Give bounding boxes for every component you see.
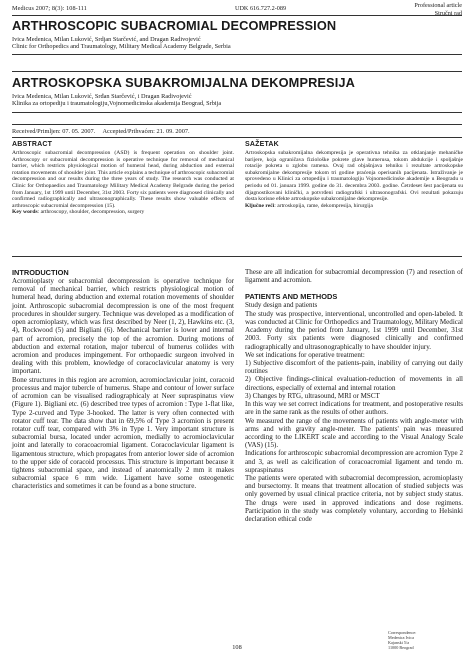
article-type-en: Professional article (414, 2, 462, 9)
received-date: Received/Primljen: 07. 05. 2007. (12, 128, 96, 135)
divider-6 (12, 256, 462, 257)
indication-paragraph: These are all indication for subacromial decompression (7) and resection of ligament and acromion. (245, 268, 463, 285)
sazetak-text: Artroskopska subakromijalna dekompresija je operativna tehnika za otklanjanje mehaničke barijere, koja ograničava fiziološke pokrete glave humerusa, tokom abdukcije i spoljašnje rotacije pokreta u zglobu ramena. Ovaj rad objašnjava tehniku i rezultate artroskopske subakromijalne dekompresije tokom tri godine praćenja operisanih pacijenata. Istraživanje je sprovedeno u Klinici za ortopediju i traumatologiju Vojnomedicinske akademije u Beogradu u periodu od 01. januara 1999. godine do 31. decembra 2003. godine. Četrdeset šest pacijenata su dijagnostikovani klinički, a potvrđeni radiografski i ultrasonografski. Ovi rezultati pokazuju dosta korisne efekte artroskopske subakromijalne dekompresije. (245, 150, 463, 203)
dates (12, 128, 196, 135)
divider-3 (12, 112, 462, 113)
sazetak-heading: SAŽETAK (245, 141, 279, 148)
kljucne-reci-label: Ključne reči (245, 202, 275, 209)
title-en: ARTHROSCOPIC SUBACROMIAL DECOMPRESSION (12, 18, 337, 33)
abstract-heading: ABSTRACT (12, 141, 53, 148)
introduction-heading: INTRODUCTION (12, 268, 69, 277)
sazetak-keywords (245, 203, 463, 210)
article-type-sr: Stručni rad (434, 9, 462, 17)
indications-paragraph: Indications for arthroscopic subacromial decompression are acromion Type 2 and 3, as well as calcification of coracoacromial ligament and tendo m. supraspinatus (245, 449, 463, 474)
body-right-column (245, 268, 463, 523)
page-number: 108 (232, 644, 242, 651)
correspondence-name: Medenica Ivica (388, 635, 414, 640)
criteria-intro: We set indications for operative treatment: (245, 350, 365, 359)
criterion-1: 1) Subjective discomfort of the patients-pain, inability of carrying out daily routines (245, 358, 463, 376)
follow-paragraph: In this way we set correct indications for treatment, and postoperative results are in the same rank as the results of other authors. (245, 400, 463, 417)
sazetak (245, 141, 463, 209)
abstract-text: Arthroscopic subacromial decompression (ASD) is frequent operation on shoulder joint. Arthroscopy or subacromial decompression is operative technique for removal of mechanical barrier, which restricts physiological motion of humeral head, during abduction and external rotation movements of shoulder joint. This article explains a technique of arthroscopic subacromial decompression and our results during the three years of study. The research was conducted at Clinic for Orthopaedics and Traumatology Military Medical Academy Belgrade during the period from January, 1st 1999 until December, 31st 2003. Forty six patients were diagnosed clinically and confirmed radiographically and ultrasonographically. These results show valuable effects of arthroscopic subacromial decompression (15). (12, 150, 234, 209)
methods-heading: PATIENTS AND METHODS (245, 292, 338, 302)
keywords-values: : arthroscopy, shoulder, decompression, surgery (37, 209, 145, 216)
affiliation-en: Clinic for Orthopedics and Traumatology, Military Medical Academy Belgrade, Serbia (12, 43, 231, 51)
surgery-paragraph: The patients were operated with subacromial decompression, acromioplasty and bursectomy. It means that treatment allocation of studied subjects was only governed by usual clinical practice criteria, not by subject study status. The drugs were used in approved indications and dose regimens. Participation in the study was completely voluntary, according to Helsinki declaration ethical code (245, 474, 463, 524)
abstract-keywords (12, 209, 234, 216)
divider-1 (12, 54, 462, 55)
authors-en: Ivica Medenica, Milan Luković, Srdjan Starčević, and Dragan Radivojević (12, 36, 201, 43)
correspondence-street: Kajanski 5/a (388, 640, 410, 645)
correspondence-label: Correspondence: (388, 630, 417, 635)
criterion-2: 2) Objective findings-clinical evaluation-reduction of movements in all directions, especially of external and internal rotation (245, 375, 463, 392)
correspondence-city: 11000 Beograd (388, 645, 414, 650)
journal-citation: Medicus 2007; 8(3): 108-111 (12, 5, 87, 12)
affiliation-sr: Klinika za ortopediju i traumatologiju,Vojnomedicinska akademija Beograd, Srbija (12, 100, 222, 108)
abstract (12, 141, 234, 216)
measurement-paragraph: We measured the range of the movements of patients with angle-meter with arms and with gravity angle-meter. The patients' pain was measured according to the LIKERT scale and according to the Visual Analogy Scale (VAS) (15). (245, 416, 463, 450)
header-rule (12, 15, 462, 16)
study-design-subheading: Study design and patients (245, 301, 318, 310)
authors-sr: Ivica Medenica, Milan Luković, Srđan Starčević, i Dragan Radivojević (12, 93, 192, 100)
spacer (245, 284, 463, 292)
title-sr: ARTROSKOPSKA SUBAKROMIJALNA DEKOMPRESIJA (12, 75, 355, 90)
criterion-3: 3) Changes by RTG, ultrasound, MRI or MSCT (245, 391, 380, 400)
divider-4 (12, 124, 462, 125)
divider-2 (12, 71, 462, 72)
intro-paragraph-2: Bone structures in this region are acromion, acromioclavicular joint, coracoid processus and major tubercle of humerus. Shape and contour of lower surface of acromion can be visualised radiographicaly at Neer supraspinatus view (Figure 1). Bigliani etc. (6) described tree types of acromion : Type 1-flat like, Type 2-curved and Type 3-hooked. The latter is very often connected with rotator cuff tear. The data show that in 69,5% of Type 3 acromion is present rotator cuff tear, compared with 3% in Type 1. Very important structure is subacromial bursa, located under acromion, medially to acromioclavicular joint and laterally to coracoacromial ligament. Coracoclavicular ligament is ligamentous structure, which propagates from anterior lower side of acromion to the upper side of coracoid processus. This structure is important because it tightens subacromial space, and instead of anatomically 2 mm it makes subacromial space 6 mm wide. Ligament have some osteogenetic characteristics and sometimes it can be found as a bone structure. (12, 375, 234, 491)
intro-paragraph-1: Acromioplasty or subacromial decompression is operative technique for removal of mechanical barrier, which restricts physiological motion of humeral head, during abduction and external rotation movements of shoulder joint. Arthroscopic subacromial decompression is one of the most frequent procedures in shoulder surgery. Technique was developed as a modification of open acromioplasty, which was first described by Neer (1, 2), Hawkins etc. (3, 4), Rockwood (5) and Bigliani (6). Mechanical barrier is lower and internal part of acromion, precisely the top of the acromion. During motions of abduction and external rotation, major tubercul of humerus coliides with acromion and produces impingement. For orthopaedic surgeon involved in dealing with this problem, knowledge of coracoclavicular anatomy is very important. (12, 277, 234, 376)
kljucne-reci-values: : artroskopija, rame, dekompresija, hirurgija (274, 202, 373, 209)
udk-code: UDK 616.727.2-089 (235, 5, 287, 12)
divider-5 (12, 137, 462, 138)
study-paragraph: The study was prospective, interventional, uncontrolled and open-labeled. It was conducted at Clinic for Orthopedics and Traumatology, Military Medical Academy during the period from January, 1st 1999 until December, 31st 2003. Forty six patients were diagnosed clinically and confirmed radiographically and ultrasonographically to have shoulder injury. (245, 309, 463, 351)
accepted-date: Accepted/Prihvaćen: 21. 09. 2007. (102, 128, 190, 135)
body-left-column (12, 268, 234, 491)
keywords-label: Key words (12, 209, 38, 216)
